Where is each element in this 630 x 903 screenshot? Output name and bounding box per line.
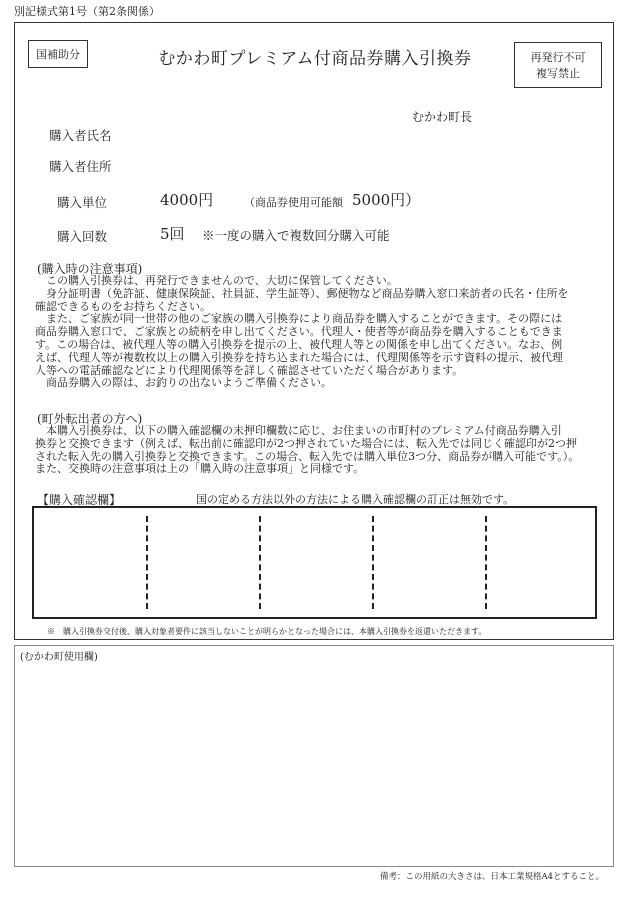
unit-price: 4000円 bbox=[160, 191, 214, 209]
stamp-slot-divider bbox=[485, 516, 487, 609]
purchase-note-line: 人等への電話確認などにより代理関係等を詳しく確認させていただく場合があります。 bbox=[35, 363, 464, 377]
confirmation-heading: 【購入確認欄】 bbox=[37, 493, 122, 507]
stamp-slot-divider bbox=[372, 516, 374, 609]
relocation-notes-body bbox=[35, 425, 579, 476]
purchase-note-line: えば、代理人等が複数枚以上の購入引換券を持ち込まれた場合には、代理関係等を示す資料の提示、被代理 bbox=[35, 350, 563, 364]
relocation-note-line: また、交換時の注意事項は上の「購入時の注意事項」と同様です。 bbox=[35, 462, 365, 476]
purchaser-name-label: 購入者氏名 bbox=[49, 128, 112, 143]
relocation-note-line: 換券と交換できます（例えば、転出前に確認印が2つ押されていた場合には、転入先では同じく確認印が2つ押 bbox=[35, 436, 577, 450]
issuer: むかわ町長 bbox=[412, 110, 473, 124]
stamp-confirmation-box bbox=[32, 506, 597, 619]
relocation-note-line: 本購入引換券は、以下の購入確認欄の未押印欄数に応じ、お住まいの市町村のプレミアム付商品券購入引 bbox=[35, 424, 562, 437]
office-use-label: (むかわ町使用欄) bbox=[20, 652, 98, 663]
subsidy-tag-text: 国補助分 bbox=[36, 48, 80, 61]
notice-line-2: 複写禁止 bbox=[536, 67, 580, 80]
count-note: ※一度の購入で複数回分購入可能 bbox=[202, 228, 390, 243]
purchase-note-line: 確認できるものをお持ちください。 bbox=[35, 299, 211, 313]
purchase-note-line: また、ご家族が同一世帯の他のご家族の購入引換券により商品券を購入することができます。その際には bbox=[35, 312, 563, 326]
no-reissue-notice bbox=[514, 42, 602, 88]
purchase-note-line: す。この場合は、被代理人等の購入引換券を提示の上、被代理人等との関係を申し出てください。なお、例 bbox=[35, 337, 563, 351]
relocation-notes-heading: (町外転出者の方へ) bbox=[37, 412, 143, 426]
count-value: 5回 bbox=[160, 225, 185, 243]
purchaser-address-label: 購入者住所 bbox=[49, 159, 112, 174]
purchase-note-line: 商品券購入窓口で、ご家族との続柄を申し出てください。代理人・使者等が商品券を購入することもできま bbox=[35, 325, 563, 339]
stamp-slot-divider bbox=[259, 516, 261, 609]
relocation-note-line: された転入先の購入引換券と交換できます。この場合、転入先では購入単位3つ分、商品券が購入可能です。）。 bbox=[35, 449, 580, 463]
purchase-note-line: この購入引換券は、再発行できませんので、大切に保管してください。 bbox=[35, 274, 398, 287]
count-label: 購入回数 bbox=[57, 229, 108, 244]
purchase-note-line: 商品券購入の際は、お釣りの出ないようご準備ください。 bbox=[35, 376, 332, 390]
usable-label: （商品券使用可能額 bbox=[244, 196, 343, 209]
purchase-notes-body bbox=[35, 275, 569, 390]
usable-amount: 5000円） bbox=[352, 191, 421, 209]
notice-line-1: 再発行不可 bbox=[530, 51, 586, 64]
document-title: むかわ町プレミアム付商品券購入引換券 bbox=[158, 49, 472, 69]
purchase-notes-heading: (購入時の注意事項) bbox=[37, 262, 143, 276]
office-use-area bbox=[14, 645, 614, 867]
stamp-slot-divider bbox=[146, 516, 148, 609]
footnote: ※ 購入引換券交付後、購入対象者要件に該当しないことが明らかとなった場合には、本購入引換券を返還いただきます。 bbox=[47, 627, 487, 636]
purchase-note-line: 身分証明書（免許証、健康保険証、社員証、学生証等）、郵便物など商品券購入窓口来訪者の氏名・住所を bbox=[35, 286, 569, 300]
unit-label: 購入単位 bbox=[57, 195, 108, 210]
paper-size-remark: 備考：この用紙の大きさは、日本工業規格A4とすること。 bbox=[380, 872, 605, 882]
confirmation-note: 国の定める方法以外の方法による購入確認欄の訂正は無効です。 bbox=[196, 493, 515, 506]
form-number: 別記様式第1号（第2条関係） bbox=[14, 5, 160, 18]
